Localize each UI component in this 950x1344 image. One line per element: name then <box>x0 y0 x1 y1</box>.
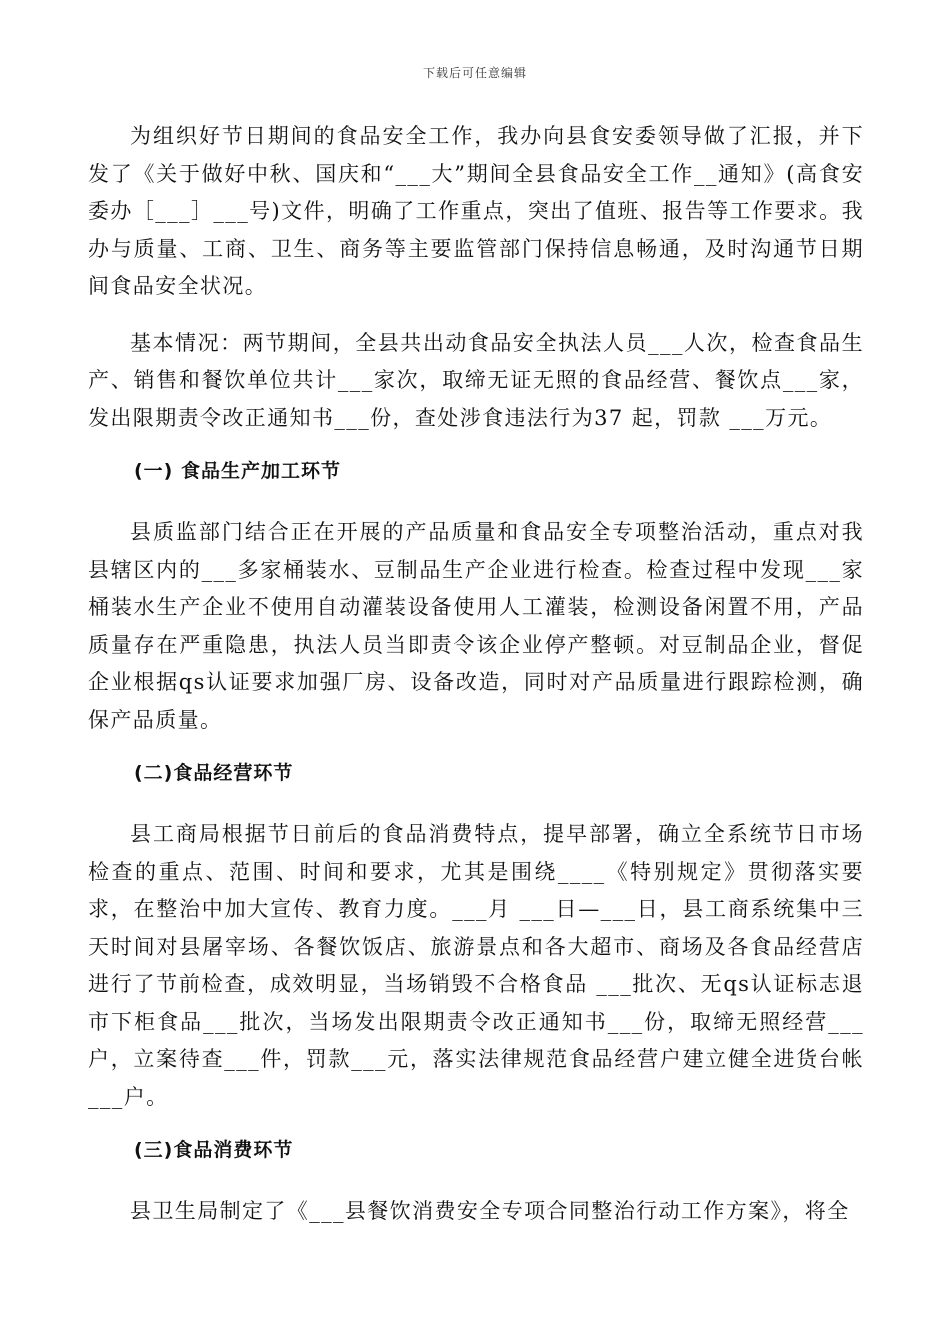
section-heading-consumption: (三)食品消费环节 <box>134 1139 294 1161</box>
paragraph-basic-situation: 基本情况：两节期间，全县共出动食品安全执法人员___人次，检查食品生产、销售和餐饮单位共计___家次，取缔无证无照的食品经营、餐饮点___家，发出限期责令改正通知书___份，查处涉食违法行为37 起，罚款 ___万元。 <box>88 330 864 430</box>
section-heading-production: (一) 食品生产加工环节 <box>134 460 341 482</box>
paragraph-production: 县质监部门结合正在开展的产品质量和食品安全专项整治活动，重点对我县辖区内的___多家桶装水、豆制品生产企业进行检查。检查过程中发现___家桶装水生产企业不使用自动灌装设备使用人工灌装，检测设备闲置不用，产品质量存在严重隐患，执法人员当即责令该企业停产整顿。对豆制品企业，督促企业根据qs认证要求加强厂房、设备改造，同时对产品质量进行跟踪检测，确保产品质量。 <box>88 520 864 732</box>
document-body <box>88 118 864 1250</box>
paragraph-operation: 县工商局根据节日前后的食品消费特点，提早部署，确立全系统节日市场检查的重点、范围、时间和要求，尤其是围绕____《特别规定》贯彻落实要求，在整治中加大宣传、教育力度。___月 ___日—___日，县工商系统集中三天时间对县屠宰场、各餐饮饭店、旅游景点和各大超市、商场及各食品经营店进行了节前检查，成效明显，当场销毁不合格食品 ___批次、无qs认证标志退市下柜食品___批次，当场发出限期责令改正通知书___份，取缔无照经营___户，立案待查___件，罚款___元，落实法律规范食品经营户建立健全进货台帐___户。 <box>88 822 864 1109</box>
page-header: 下载后可任意编辑 <box>422 66 527 80</box>
paragraph-consumption: 县卫生局制定了《___县餐饮消费安全专项合同整治行动工作方案》，将全 <box>130 1199 850 1223</box>
section-heading-operation: (二)食品经营环节 <box>134 762 294 784</box>
paragraph-work-arrangement: 为组织好节日期间的食品安全工作，我办向县食安委领导做了汇报，并下发了《关于做好中秋、国庆和“___大”期间全县食品安全工作__通知》(高食安委办［___］___号)文件，明确了工作重点，突出了值班、报告等工作要求。我办与质量、工商、卫生、商务等主要监管部门保持信息畅通，及时沟通节日期间食品安全状况。 <box>88 124 864 298</box>
